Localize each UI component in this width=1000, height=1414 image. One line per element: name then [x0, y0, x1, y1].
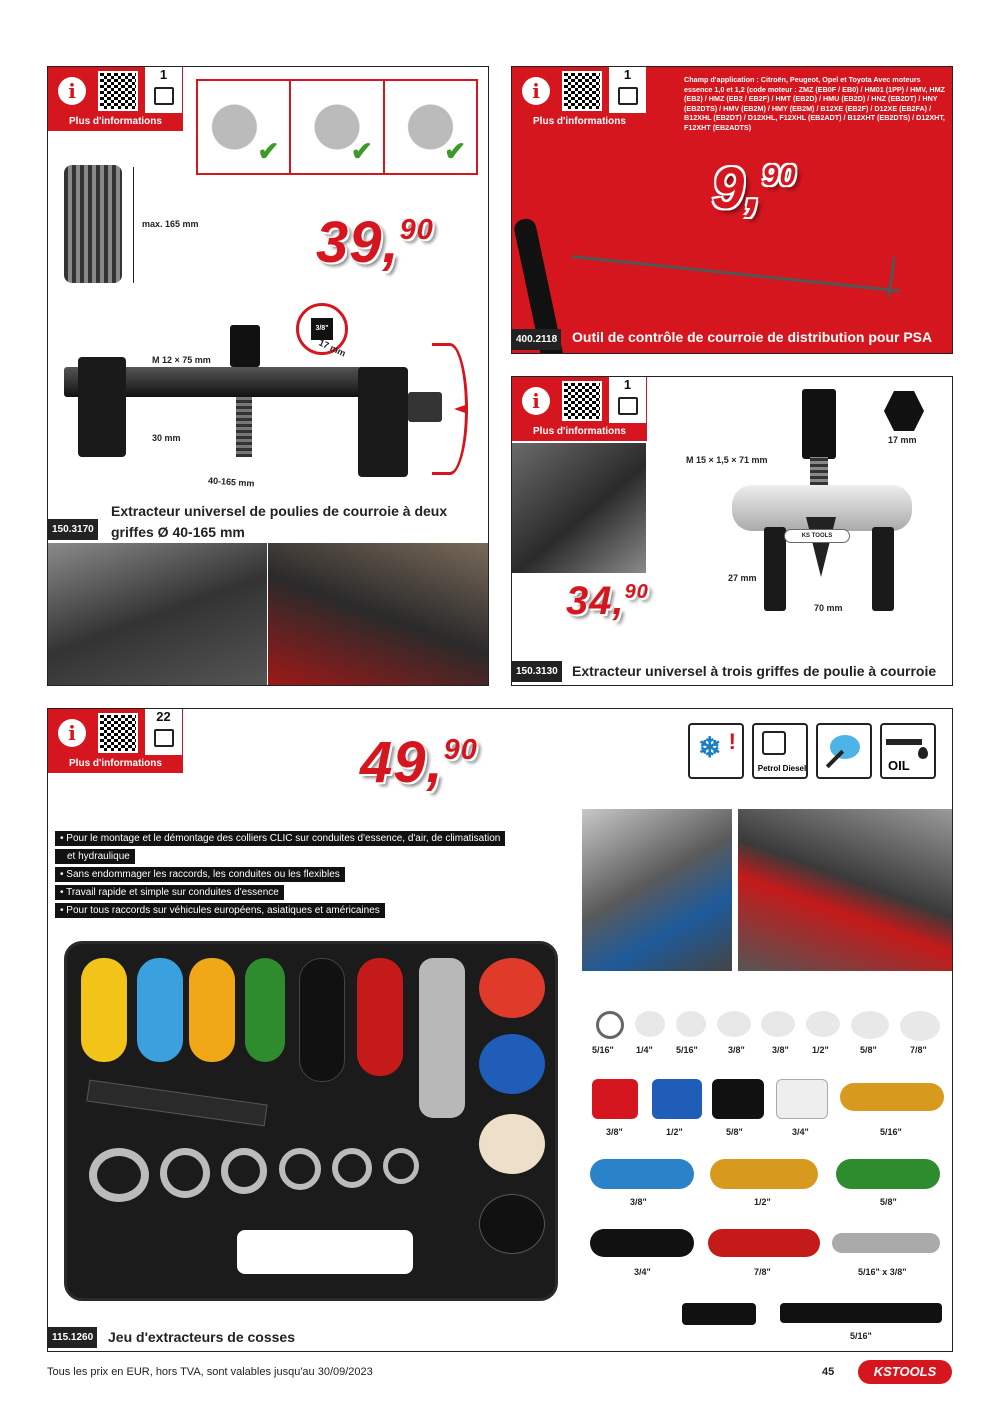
qr-code[interactable]	[98, 713, 138, 753]
product-title: Outil de contrôle de courroie de distribution pour PSA	[572, 329, 933, 345]
price: 9,90	[712, 156, 797, 221]
clips-image	[596, 1011, 940, 1039]
tool-case-image	[64, 941, 558, 1301]
red-tool	[357, 958, 403, 1076]
qr-code[interactable]	[562, 381, 602, 421]
box-icon	[618, 87, 638, 105]
qr-code[interactable]	[562, 71, 602, 111]
product-title: Extracteur universel de poulies de courroie à deux griffes Ø 40-165 mm	[111, 503, 448, 540]
hex-size-label: 17 mm	[317, 337, 348, 359]
red-ring	[479, 958, 545, 1018]
lever-tool	[86, 1080, 267, 1127]
application-text: Champ d'application : Citroën, Peugeot, Opel et Toyota Avec moteurs essence 1,0 et 1,2 (code moteur : ZMZ (EB0F / EB0) / HM01 (1PP) / HMV, HMZ (EB2) / HMZ (EB2 / EB2F) / HMT (EB2D) / HMU (EB2D) / HNZ (EB2DT) / HNY (EB2DTS) / HMV (EB2M) / HMY (EB2M) / B12XE (EB2F) / D12XE (EB2FA) / B12XHL (EB2DT) / D12XHL, F12XHL (EB2ADT) / B12XHT (EB2DTS) / D12XHT, F12XHT (EB2ADTS)	[684, 75, 945, 132]
product-reference: 115.1260	[48, 1327, 97, 1348]
alternator-image	[198, 81, 291, 173]
quantity-badge: 1	[144, 67, 182, 113]
white-ring	[479, 1114, 545, 1174]
case-handle[interactable]	[237, 1230, 413, 1274]
sizes-row-5: 5/16"	[588, 1297, 948, 1345]
depth-label: 30 mm	[152, 433, 181, 443]
thread-label: M 15 × 1,5 × 71 mm	[686, 455, 768, 465]
water-icon	[816, 723, 872, 779]
green-tool	[245, 958, 285, 1062]
more-info-button[interactable]: i 1 Plus d'informations	[512, 377, 647, 441]
feature-item: et hydraulique	[55, 849, 135, 864]
product-panel-pulley-puller-two-jaw	[47, 66, 489, 686]
thread-label: M 12 × 75 mm	[152, 355, 211, 365]
depth-label: 27 mm	[728, 573, 757, 583]
more-info-button[interactable]: i 22 Plus d'informations	[48, 709, 183, 773]
blue-ring	[479, 1034, 545, 1094]
pulley-image	[64, 165, 122, 283]
quantity-badge: 1	[608, 377, 646, 423]
check-icon: ✔	[350, 136, 373, 166]
check-icon: ✔	[444, 136, 466, 166]
dimension-line	[133, 167, 134, 283]
fuel-can-icon: Petrol Diesel	[752, 723, 808, 779]
product-reference: 400.2118	[512, 329, 561, 350]
air-conditioning-icon: ❄ !	[688, 723, 744, 779]
feature-item: • Travail rapide et simple sur conduites d'essence	[55, 885, 284, 900]
qr-code[interactable]	[98, 71, 138, 111]
feature-list	[55, 831, 505, 921]
hex-icon	[884, 391, 924, 431]
box-icon	[154, 87, 174, 105]
price-validity-note: Tous les prix en EUR, hors TVA, sont valables jusqu'au 30/09/2023	[47, 1366, 373, 1378]
feature-item: • Sans endommager les raccords, les conduites ou les flexibles	[55, 867, 345, 882]
more-info-button[interactable]: i 1 Plus d'informations	[48, 67, 183, 131]
product-reference: 150.3170	[48, 519, 98, 540]
sizes-row-1: 5/16" 1/4" 5/16" 3/8" 3/8" 1/2" 5/8" 7/8"	[588, 1007, 948, 1057]
quantity-badge: 22	[144, 709, 182, 755]
usage-photo-compressor	[268, 543, 489, 686]
price: 34,90	[566, 579, 649, 623]
light-blue-tool	[137, 958, 183, 1062]
steel-tool	[419, 958, 465, 1118]
more-info-button[interactable]: i 1 Plus d'informations	[512, 67, 647, 131]
product-title: Jeu d'extracteurs de cosses	[108, 1329, 295, 1345]
oil-icon: OIL	[880, 723, 936, 779]
compatibility-images	[196, 79, 478, 175]
product-panel-belt-check-tool	[511, 66, 953, 354]
black-tool	[299, 958, 345, 1082]
sizes-row-3: 3/8" 1/2" 5/8"	[588, 1155, 948, 1213]
yellow-tool	[81, 958, 127, 1062]
info-icon: i	[522, 387, 550, 415]
check-icon: ✔	[257, 136, 280, 166]
pump-image	[385, 81, 476, 173]
width-label: 70 mm	[814, 603, 843, 613]
hex-drive-badge: 3/8"	[296, 303, 348, 355]
price: 49,90	[360, 730, 478, 795]
product-panel-three-jaw-puller	[511, 376, 953, 686]
usage-photo-engine	[512, 443, 646, 573]
product-title: Extracteur universel à trois griffes de poulie à courroie	[572, 663, 937, 679]
compressor-image	[291, 81, 384, 173]
max-dimension-label: max. 165 mm	[142, 219, 199, 229]
sizes-row-2: 3/8" 1/2" 5/8" 3/4" 5/16"	[588, 1075, 948, 1141]
hex-size-label: 17 mm	[888, 435, 917, 445]
clip-rings	[89, 1148, 419, 1202]
feature-item: • Pour tous raccords sur véhicules européens, asiatiques et américaines	[55, 903, 385, 918]
usage-photo-red-tool	[738, 809, 952, 971]
quantity-badge: 1	[608, 67, 646, 113]
black-ring	[479, 1194, 545, 1254]
box-icon	[154, 729, 174, 747]
sizes-row-4: 3/4" 7/8" 5/16" x 3/8"	[588, 1225, 948, 1283]
usage-photo-engine	[48, 543, 267, 686]
price: 39,90	[316, 210, 434, 275]
page-number: 45	[822, 1366, 835, 1378]
product-panel-disconnect-set	[47, 708, 953, 1352]
feature-item: • Pour le montage et le démontage des colliers CLIC sur conduites d'essence, d'air, de climatisation	[55, 831, 505, 846]
usage-photo-blue-tool	[582, 809, 732, 971]
ks-tools-logo: KSTOOLS	[858, 1360, 952, 1384]
orange-tool	[189, 958, 235, 1062]
product-reference: 150.3130	[512, 661, 562, 682]
info-icon: i	[58, 77, 86, 105]
box-icon	[618, 397, 638, 415]
info-icon: i	[522, 77, 550, 105]
range-label: 40-165 mm	[207, 475, 255, 489]
info-icon: i	[58, 719, 86, 747]
brand-logo: KS TOOLS	[784, 529, 850, 543]
